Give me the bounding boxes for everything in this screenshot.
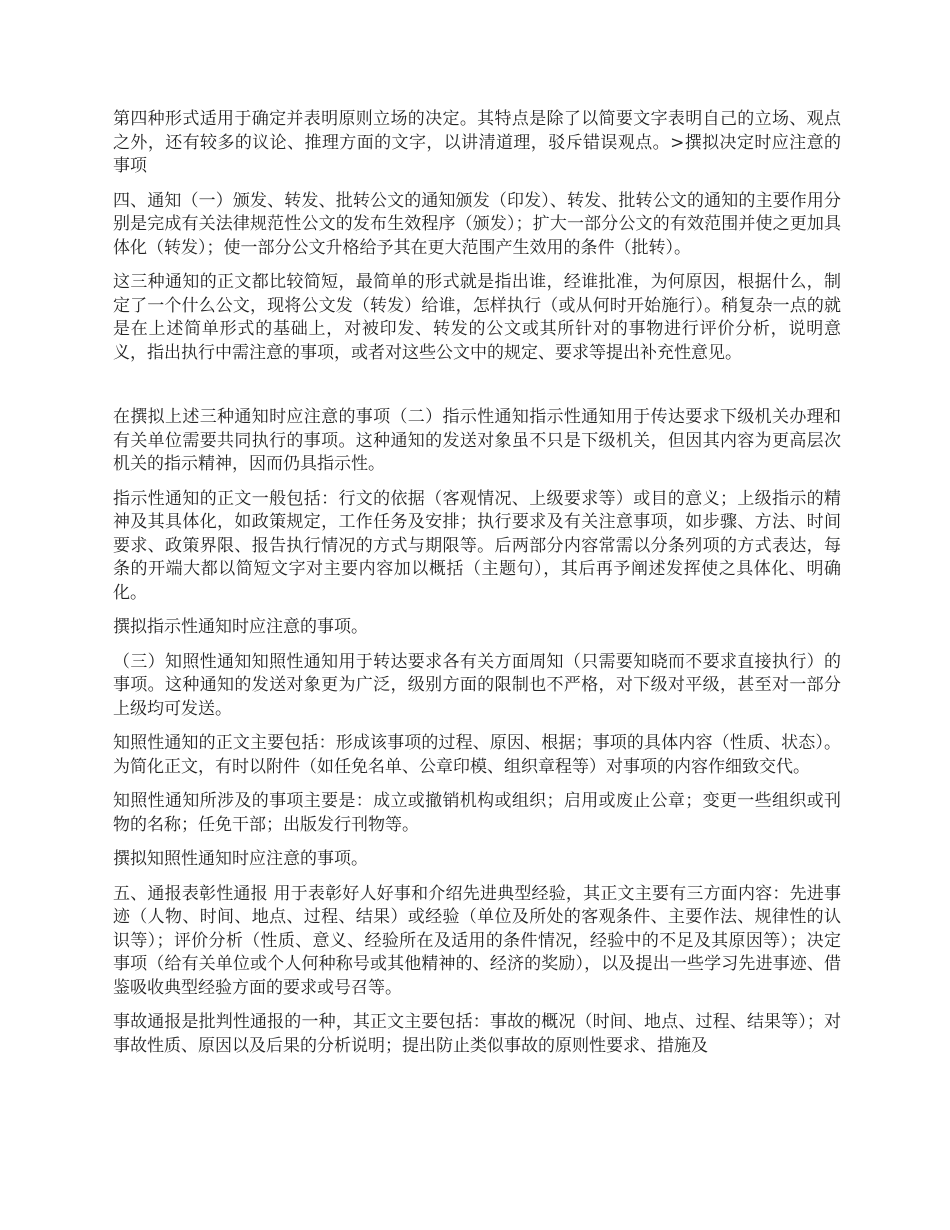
paragraph-directive-notice: 在撰拟上述三种通知时应注意的事项（二）指示性通知指示性通知用于传达要求下级机关办理和有关单位需要共同执行的事项。这种通知的发送对象虽不只是下级机关，但因其内容为更高层次机关的指示精神，因而仍具指示性。 [113, 407, 841, 474]
paragraph-accident-report: 事故通报是批判性通报的一种，其正文主要包括：事故的概况（时间、地点、过程、结果等）；对事故性质、原因以及后果的分析说明；提出防止类似事故的原则性要求、措施及 [113, 1012, 841, 1056]
paragraph-commendation-report: 五、通报表彰性通报 用于表彰好人好事和介绍先进典型经验，其正文主要有三方面内容：先进事迹（人物、时间、地点、过程、结果）或经验（单位及所处的客观条件、主要作法、规律性的认识等）；评价分析（性质、意义、经验所在及适用的条件情况，经验中的不足及其原因等）；决定事项（给有关单位或个人何种称号或其他精神的、经济的奖励），以及提出一些学习先进事迹、借鉴吸收典型经验方面的要求或号召等。 [113, 883, 841, 998]
paragraph-directive-body: 指示性通知的正文一般包括：行文的依据（客观情况、上级要求等）或目的意义；上级指示的精神及其具体化，如政策规定，工作任务及安排；执行要求及有关注意事项，如步骤、方法、时间要求、政策界限、报告执行情况的方式与期限等。后两部分内容常需以分条列项的方式表达，每条的开端大都以简短文字对主要内容加以概括（主题句），其后再予阐述发挥使之具体化、明确化。 [113, 488, 841, 603]
paragraph-notice-intro: 四、通知（一）颁发、转发、批转公文的通知颁发（印发）、转发、批转公文的通知的主要作用分别是完成有关法律规范性公文的发布生效程序（颁发）；扩大一部分公文的有效范围并使之更加具体化（转发）；使一部分公文升格给予其在更大范围产生效用的条件（批转）。 [113, 190, 841, 258]
paragraph-decision-form: 第四种形式适用于确定并表明原则立场的决定。其特点是除了以简要文字表明自己的立场、观点之外，还有较多的议论、推理方面的文字，以讲清道理，驳斥错误观点。>撰拟决定时应注意的事项 [113, 109, 841, 176]
paragraph-directive-notes: 撰拟指示性通知时应注意的事项。 [113, 617, 368, 637]
document-body [113, 108, 841, 1069]
paragraph-notice-body: 这三种通知的正文都比较简短，最简单的形式就是指出谁，经谁批准，为何原因，根据什么，制定了一个什么公文，现将公文发（转发）给谁，怎样执行（或从何时开始施行）。稍复杂一点的就是在上述简单形式的基础上，对被印发、转发的公文或其所针对的事物进行评价分析，说明意义，指出执行中需注意的事项，或者对这些公文中的规定、要求等提出补充性意见。 [113, 272, 841, 363]
paragraph-informative-notes: 撰拟知照性通知时应注意的事项。 [113, 849, 368, 869]
paragraph-informative-body: 知照性通知的正文主要包括：形成该事项的过程、原因、根据；事项的具体内容（性质、状态）。为简化正文，有时以附件（如任免名单、公章印模、组织章程等）对事项的内容作细致交代。 [113, 733, 841, 777]
paragraph-informative-matters: 知照性通知所涉及的事项主要是：成立或撤销机构或组织；启用或废止公章；变更一些组织或刊物的名称；任免干部；出版发行刊物等。 [113, 791, 841, 835]
paragraph-informative-notice: （三）知照性通知知照性通知用于转达要求各有关方面周知（只需要知晓而不要求直接执行）的事项。这种通知的发送对象更为广泛，级别方面的限制也不严格，对下级对平级，甚至对一部分上级均可发送。 [113, 651, 841, 719]
